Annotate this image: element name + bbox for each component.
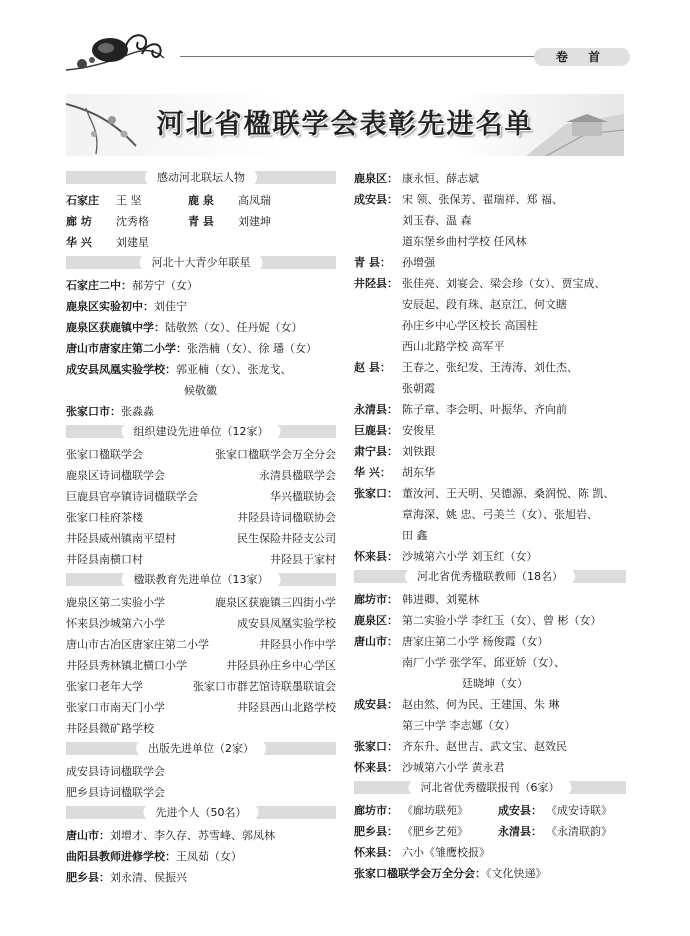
section-title: 出版先进单位（2家） [136,740,266,757]
section-title: 河北省优秀楹联教师（18名） [405,568,575,585]
list-item: 廷晓坤（女） [462,677,528,690]
list-item: 怀来县： 沙城第六小学 黄永君 [354,761,505,774]
list-item: 廊坊市： 《廊坊联苑》 成安县： 《成安诗联》 [354,804,612,817]
list-item: 第三中学 李志娜（女） [402,719,516,732]
list-item: 张家口： 齐东升、赵世吉、武文宝、赵效民 [354,740,567,753]
list-item: 曲阳县教师进修学校：王凤茹（女） [66,850,242,863]
list-item: 成安县： 宋 领、张保芳、翟瑞祥、郑 福、 [354,193,563,206]
list-item: 肥乡县： 《肥乡艺苑》 永清县： 《永清联韵》 [354,825,612,838]
list-item: 张家口楹联学会万全分会：《文化快递》 [354,867,547,880]
list-item: 鹿泉区： 第二实验小学 李红玉（女）、曾 彬（女） [354,614,602,627]
list-item: 肥乡县：刘永清、侯振兴 [66,871,187,884]
list-item: 永清县： 陈子章、李会明、叶振华、齐向前 [354,403,567,416]
list-item: 西山北路学校 高军平 [402,340,505,353]
list-item: 成安县凤凰实验学校：郭亚楠（女）、张龙戈、 [66,363,292,376]
list-item: 田 鑫 [402,529,428,542]
list-item: 廊坊市： 韩进卿、刘冕林 [354,593,479,606]
list-item: 巨鹿县官亭镇诗词楹联学会 华兴楹联协会 [66,490,336,503]
list-item: 鹿泉区获鹿镇中学：陆敬然（女）、任丹妮（女） [66,321,303,334]
list-item: 廊 坊 沈秀格 青 县 刘建坤 [66,215,271,228]
section-header [66,169,336,186]
list-item: 肃宁县： 刘铁跟 [354,445,435,458]
list-item: 张家口老年大学 张家口市群艺馆诗联墨联谊会 [66,680,336,693]
section-header [66,804,336,821]
list-item: 青 县： 孙增强 [354,256,435,269]
floral-ornament-icon [60,28,170,76]
title-banner [66,94,624,156]
list-item: 鹿泉区实验初中：刘佳宁 [66,300,187,313]
list-item: 鹿泉区第二实验小学 鹿泉区获鹿镇三四街小学 [66,596,336,609]
list-item: 怀来县： 六小《雏鹰校报》 [354,846,490,859]
list-item: 井陉县秀林镇北横口小学 井陉县孙庄乡中心学区 [66,659,336,672]
section-header [66,423,336,440]
list-item: 井陉县： 张佳亮、刘宴会、梁会珍（女）、贾宝成、 [354,277,606,290]
left-column [66,168,336,888]
section-label: 卷 首 [534,48,630,66]
header-rule [180,56,585,57]
section-title: 感动河北联坛人物 [145,169,257,186]
list-item: 鹿泉区诗词楹联学会 永清县楹联学会 [66,469,336,482]
list-item: 巨鹿县： 安俊星 [354,424,435,437]
list-item: 井陉县威州镇南平望村 民生保险井陉支公司 [66,532,336,545]
page-title: 河北省楹联学会表彰先进名单 [156,109,534,140]
section-header [354,568,626,585]
list-item: 唐山市唐家庄第二小学：张浩楠（女）、徐 璠（女） [66,342,317,355]
section-title: 楹联教育先进单位（13家） [122,571,281,588]
list-item: 赵 县： 王春之、张纪发、王涛涛、刘仕杰、 [354,361,578,374]
section-title: 组织建设先进单位（12家） [122,423,281,440]
section-header [354,779,626,796]
list-item: 怀来县沙城第六小学 成安县凤凰实验学校 [66,617,336,630]
list-item: 张朝霞 [402,382,435,395]
list-item: 井陉县微矿路学校 [66,722,154,735]
list-item: 张家口市南天门小学 井陉县西山北路学校 [66,701,336,714]
list-item: 怀来县： 沙城第六小学 刘玉红（女） [354,550,538,563]
list-item: 安辰起、段有珠、赵京江、何文瞎 [402,298,567,311]
list-item: 唐山市： 唐家庄第二小学 杨俊霞（女） [354,635,549,648]
list-item: 张家口桂府茶楼 井陉县诗词楹联协会 [66,511,336,524]
list-item: 候敬徽 [184,384,217,397]
section-title: 河北省优秀楹联报刊（6家） [409,779,572,796]
list-item: 张家口楹联学会 张家口楹联学会万全分会 [66,448,336,461]
list-item: 成安县： 赵由然、何为民、王建国、朱 琳 [354,698,560,711]
list-item: 鹿泉区： 康永恒、薛志斌 [354,172,479,185]
list-item: 肥乡县诗词楹联学会 [66,786,165,799]
list-item: 南厂小学 张学军、邱亚娇（女）、 [402,656,565,669]
list-item: 刘玉春、温 森 [402,214,472,227]
list-item: 华 兴 刘建星 [66,236,149,249]
list-item: 成安县诗词楹联学会 [66,765,165,778]
section-header [66,740,336,757]
list-item: 孙庄乡中心学区校长 高国柱 [402,319,538,332]
right-column [354,168,626,884]
section-header [66,571,336,588]
section-header [66,254,336,271]
list-item: 唐山市：刘增才、李久存、苏雪峰、郭凤林 [66,829,275,842]
list-item: 唐山市古冶区唐家庄第二小学 井陉县小作中学 [66,638,336,651]
list-item: 井陉县南横口村 井陉县于家村 [66,553,336,566]
list-item: 章海深、姚 忠、弓美兰（女）、张旭岩、 [402,508,598,521]
section-title: 河北十大青少年联星 [140,254,263,271]
list-item: 石家庄二中：郝芳宁（女） [66,279,198,292]
page-header [60,28,630,78]
section-title: 先进个人（50名） [144,804,259,821]
list-item: 道东堡乡曲村学校 任风林 [402,235,527,248]
list-item: 张家口市：张淼淼 [66,405,154,418]
list-item: 张家口： 董汝河、王天明、吴德源、桑润悦、陈 凯、 [354,487,615,500]
list-item: 华 兴： 胡东华 [354,466,435,479]
list-item: 石家庄 王 坚 鹿 泉 高凤瑞 [66,194,271,207]
